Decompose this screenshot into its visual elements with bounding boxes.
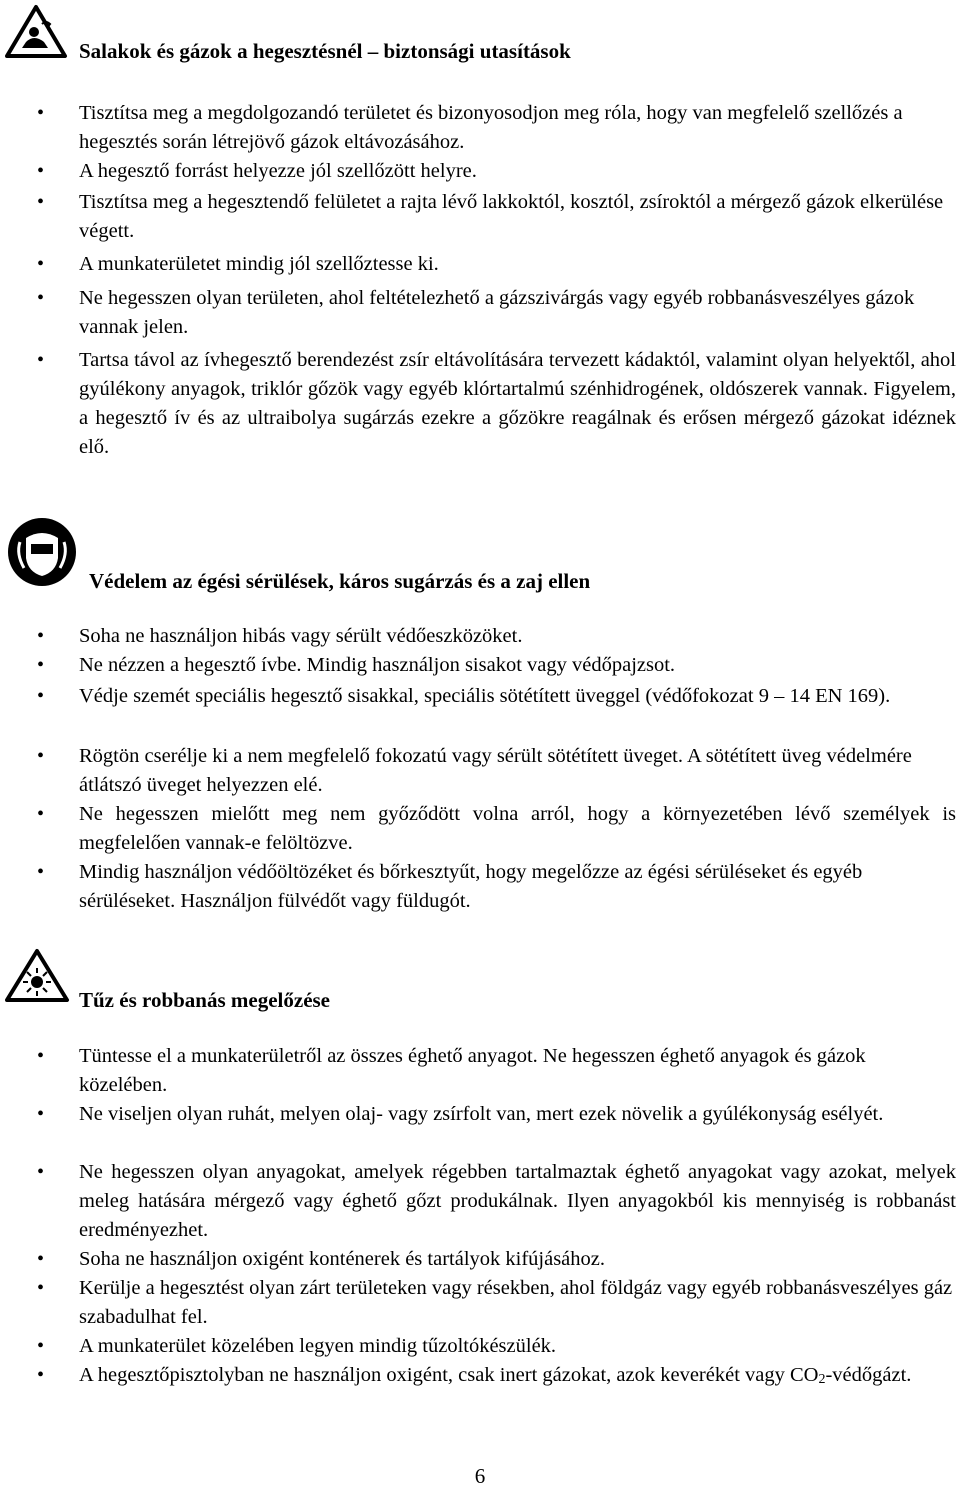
list-item: • A hegesztőpisztolyban ne használjon oxigént, csak inert gázokat, azok keverékét vagy $CO_2$-védőgázt.: [37, 1364, 912, 1387]
list-item: • Mindig használjon védőöltözéket és bőrkesztyűt, hogy megelőzze az égési sérüléseket és egyéb sérüléseket. Használjon fülvédőt vagy füldugót.: [37, 861, 863, 912]
list-item: • Rögtön cserélje ki a nem megfelelő fokozatú vagy sérült sötétített üveget. A sötétített üveg védelmére átlátszó üveget helyezzen elé.: [37, 745, 912, 796]
list-item: • Ne hegesszen mielőtt meg nem győződött volna arról, hogy a környezetében lévő személyek is megfelelően vannak-e felöltözve.: [37, 803, 956, 854]
list-item: • Ne hegesszen olyan területen, ahol feltételezhető a gázszivárgás vagy egyéb robbanásveszélyes gázok vannak jelen.: [37, 287, 915, 338]
list-item: • Védje szemét speciális hegesztő sisakkal, speciális sötétített üveggel (védőfokozat 9 – 14 EN 169).: [37, 685, 891, 707]
fumes-list: [0, 99, 960, 462]
list-item: • Tisztítsa meg a hegesztendő felületet a rajta lévő lakkoktól, kosztól, zsíroktól a mérgező gázok elkerülése végett.: [37, 191, 944, 242]
fire-list: [0, 1042, 960, 1394]
list-item: • Ne nézzen a hegesztő ívbe. Mindig használjon sisakot vagy védőpajzsot.: [37, 654, 676, 676]
list-item: • A munkaterület közelében legyen mindig tűzoltókészülék.: [37, 1335, 557, 1357]
list-item: • Tartsa távol az ívhegesztő berendezést zsír eltávolítására tervezett kádaktól, valamint olyan helyektől, ahol gyúlékony anyagok, triklór gőzök vagy egyéb klórtartalmú szénhidrogének, oldószerek vannak. Figyelem, a hegesztő ív és az ultraibolya sugárzás ezekre a gőzökre reagálnak és erősen mérgező gázokat idéznek elő.: [37, 349, 956, 458]
toxic-fumes-warning-icon: [4, 4, 68, 60]
list-item: • Ne viseljen olyan ruhát, melyen olaj- vagy zsírfolt van, mert ezek növelik a gyúlékonyság esélyét.: [37, 1103, 884, 1125]
list-item: • Tüntesse el a munkaterületről az összes éghető anyagot. Ne hegesszen éghető anyagok és gázok közelében.: [37, 1045, 866, 1096]
protection-list: [0, 622, 960, 916]
list-item: • Ne hegesszen olyan anyagokat, amelyek régebben tartalmaztak éghető anyagokat vagy azokat, melyek meleg hatására mérgező vagy éghető gőzt produkálnak. Ilyen anyagokból kis mennyiség is robbanást eredményezhet.: [37, 1161, 956, 1241]
section-title-fire: Tűz és robbanás megelőzése: [79, 988, 331, 1012]
section-title-protection: Védelem az égési sérülések, káros sugárzás és a zaj ellen: [89, 569, 591, 593]
list-item: • A hegesztő forrást helyezze jól szellőzött helyre.: [37, 160, 477, 182]
page-number: 6: [474, 1464, 486, 1488]
list-item: • Tisztítsa meg a megdolgozandó területet és bizonyosodjon meg róla, hogy van megfelelő szellőzés a hegesztés során létrejövő gázok eltávozásához.: [37, 102, 903, 153]
list-item: • Soha ne használjon hibás vagy sérült védőeszközöket.: [37, 625, 523, 647]
welding-helmet-mandatory-icon: [6, 516, 78, 588]
list-item: • Kerülje a hegesztést olyan zárt területeken vagy résekben, ahol földgáz vagy egyéb robbanásveszélyes gáz szabadulhat fel.: [37, 1277, 953, 1328]
explosion-warning-icon: [4, 948, 70, 1004]
section-title-fumes: Salakok és gázok a hegesztésnél – biztonsági utasítások: [79, 39, 571, 63]
list-item: • A munkaterületet mindig jól szellőztesse ki.: [37, 253, 439, 275]
list-item: • Soha ne használjon oxigént konténerek és tartályok kifújásához.: [37, 1248, 606, 1270]
